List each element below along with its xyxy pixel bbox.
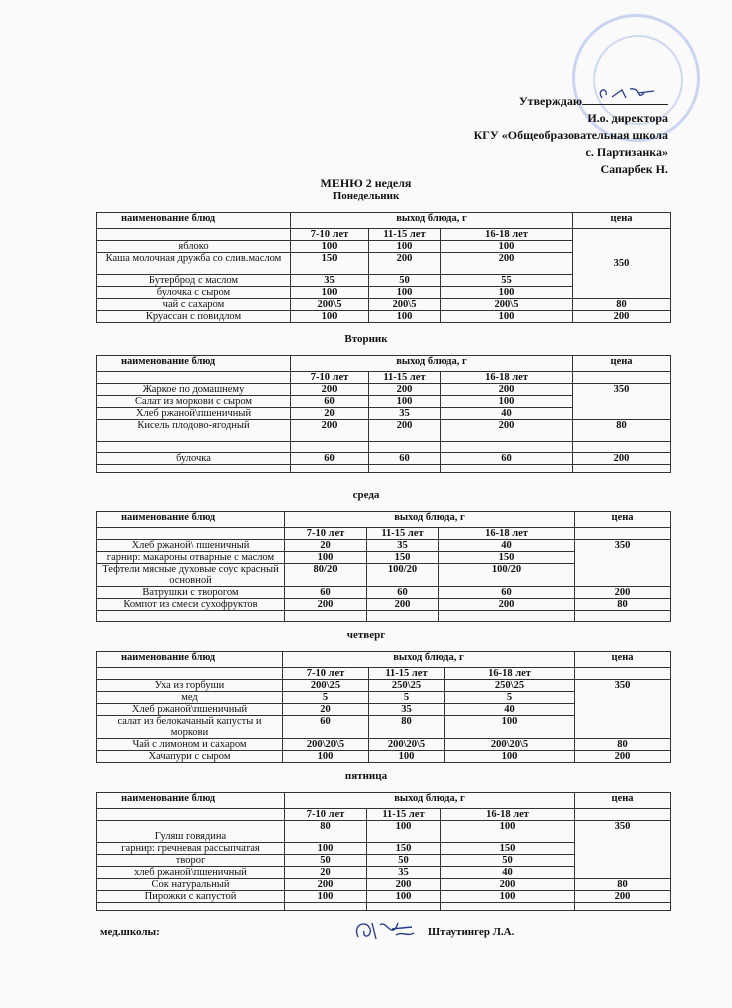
portion-16-18: 100 [441,287,573,299]
header-age-7-10: 7-10 лет [285,528,367,540]
portion-11-15: 50 [369,275,441,287]
table-row [97,903,671,911]
dish-name: Компот из смеси сухофруктов [97,599,285,611]
portion-11-15: 100 [369,751,445,763]
menu-table-wednesday [96,511,671,622]
header-age-16-18: 16-18 лет [441,809,575,821]
portion-11-15: 200\20\5 [369,739,445,751]
portion-7-10: 80 [285,821,367,843]
empty-cell [97,809,285,821]
price-cell: 200 [575,587,671,599]
table-row [97,299,671,311]
dish-name: Круассан с повидлом [97,311,291,323]
header-age-11-15: 11-15 лет [369,372,441,384]
footer-label: мед.школы: [100,926,160,938]
dish-name: Хачапури с сыром [97,751,283,763]
portion-16-18: 250\25 [445,680,575,692]
dish-name: гарнир: гречневая рассыпчатая [97,843,285,855]
price-cell: 350 [575,540,671,587]
dish-name: Тефтели мясные духовые соус красный основной [97,564,285,587]
table-row [97,420,671,442]
header-age-16-18: 16-18 лет [441,372,573,384]
portion-16-18: 100 [441,821,575,843]
header-age-16-18: 16-18 лет [445,668,575,680]
portion-7-10: 100 [285,552,367,564]
portion-11-15: 35 [369,704,445,716]
table-header-row [97,356,671,372]
table-age-row [97,528,671,540]
portion-16-18: 40 [441,408,573,420]
portion-16-18: 40 [441,867,575,879]
dish-name: творог [97,855,285,867]
day-title-wednesday: среда [352,489,380,501]
director-signature [582,93,668,105]
portion-16-18: 55 [441,275,573,287]
table-row [97,453,671,465]
portion-11-15: 5 [369,692,445,704]
portion-7-10: 100 [285,843,367,855]
nurse-signature [352,915,416,945]
price-cell: 350 [575,821,671,879]
portion-16-18: 200 [441,384,573,396]
portion-16-18: 100 [441,241,573,253]
portion-11-15: 35 [367,867,441,879]
day-title-friday: пятница [344,770,388,782]
table-row [97,879,671,891]
dish-name: Пирожки с капустой [97,891,285,903]
portion-7-10: 200 [285,879,367,891]
header-age-11-15: 11-15 лет [367,528,439,540]
portion-7-10: 200\5 [291,299,369,311]
empty-cell [575,528,671,540]
portion-16-18: 60 [439,587,575,599]
empty-cell [97,229,291,241]
price-cell: 200 [575,751,671,763]
header-name: наименование блюд [97,512,285,528]
empty-cell [97,903,285,911]
empty-cell [575,809,671,821]
table-header-row [97,512,671,528]
portion-7-10: 35 [291,275,369,287]
header-output: выход блюда, г [283,652,575,668]
dish-name: Жаркое по домашнему [97,384,291,396]
header-name: наименование блюд [97,793,285,809]
portion-11-15: 100 [369,287,441,299]
portion-11-15: 200 [369,384,441,396]
dish-name: булочка с сыром [97,287,291,299]
menu-table-tuesday [96,355,671,473]
day-title-monday: Понедельник [332,190,400,202]
portion-16-18: 100/20 [439,564,575,587]
portion-16-18: 200\20\5 [445,739,575,751]
dish-name: Салат из моркови с сыром [97,396,291,408]
portion-7-10: 80/20 [285,564,367,587]
portion-16-18: 150 [441,843,575,855]
table-row [97,739,671,751]
portion-16-18: 40 [445,704,575,716]
portion-7-10: 60 [283,716,369,739]
dish-name: булочка [97,453,291,465]
menu-table-thursday [96,651,671,763]
approval-name: Сапарбек Н. [600,162,668,176]
portion-11-15: 200 [367,599,439,611]
empty-cell [97,528,285,540]
dish-name: салат из белокачаный капусты и моркови [97,716,283,739]
price-cell: 200 [575,891,671,903]
portion-11-15: 100/20 [367,564,439,587]
table-age-row [97,668,671,680]
header-name: наименование блюд [97,652,283,668]
portion-11-15: 50 [367,855,441,867]
portion-7-10: 20 [291,408,369,420]
portion-16-18: 200 [441,879,575,891]
portion-7-10: 5 [283,692,369,704]
empty-cell [575,668,671,680]
header-age-7-10: 7-10 лет [283,668,369,680]
header-price: цена [573,213,671,229]
price-cell: 200 [573,453,671,465]
empty-cell [97,611,285,622]
table-row [97,587,671,599]
table-row [97,465,671,473]
header-age-16-18: 16-18 лет [439,528,575,540]
table-age-row [97,229,671,241]
header-output: выход блюда, г [291,213,573,229]
portion-7-10: 200 [285,599,367,611]
portion-16-18: 150 [439,552,575,564]
approval-block [474,93,668,178]
header-price: цена [573,356,671,372]
table-header-row [97,652,671,668]
price-cell: 350 [575,680,671,739]
dish-name: хлеб ржаной\пшеничный [97,867,285,879]
portion-16-18: 100 [441,891,575,903]
price-cell: 80 [575,599,671,611]
portion-16-18: 100 [441,396,573,408]
portion-11-15: 100 [367,891,441,903]
portion-7-10: 200 [291,384,369,396]
table-age-row [97,809,671,821]
price-cell: 80 [573,299,671,311]
portion-7-10: 20 [285,540,367,552]
dish-name: Ватрушки с творогом [97,587,285,599]
header-age-11-15: 11-15 лет [367,809,441,821]
portion-16-18: 200 [441,420,573,442]
approval-label: Утверждаю [518,94,582,108]
table-row [97,384,671,396]
dish-name: мед [97,692,283,704]
table-header-row [97,213,671,229]
header-output: выход блюда, г [285,793,575,809]
header-age-7-10: 7-10 лет [291,372,369,384]
table-row [97,311,671,323]
portion-11-15: 150 [367,552,439,564]
portion-7-10: 200\25 [283,680,369,692]
portion-7-10: 100 [291,241,369,253]
portion-16-18: 100 [445,751,575,763]
portion-11-15: 200 [369,420,441,442]
empty-cell [97,465,291,473]
price-cell: 200 [573,311,671,323]
dish-name: Хлеб ржаной\пшеничный [97,408,291,420]
portion-11-15: 100 [369,241,441,253]
portion-7-10: 100 [291,311,369,323]
portion-11-15: 100 [367,821,441,843]
header-price: цена [575,793,671,809]
header-name: наименование блюд [97,213,291,229]
price-cell: 80 [575,879,671,891]
portion-11-15: 80 [369,716,445,739]
price-cell: 350 [573,229,671,299]
table-row [97,442,671,453]
portion-11-15: 35 [369,408,441,420]
dish-name: Кисель плодово-ягодный [97,420,291,442]
portion-7-10: 200\20\5 [283,739,369,751]
dish-name: Чай с лимоном и сахаром [97,739,283,751]
portion-7-10: 100 [285,891,367,903]
price-cell: 80 [573,420,671,442]
table-row [97,680,671,692]
portion-11-15: 60 [367,587,439,599]
table-row [97,751,671,763]
header-price: цена [575,652,671,668]
portion-11-15: 100 [369,311,441,323]
portion-16-18: 50 [441,855,575,867]
header-age-11-15: 11-15 лет [369,668,445,680]
dish-name: Сок натуральный [97,879,285,891]
portion-11-15: 200 [369,253,441,275]
portion-7-10: 150 [291,253,369,275]
approval-village: с. Партизанка» [585,145,668,159]
dish-name: яблоко [97,241,291,253]
portion-7-10: 50 [285,855,367,867]
header-age-7-10: 7-10 лет [285,809,367,821]
dish-name: Бутерброд с маслом [97,275,291,287]
portion-7-10: 60 [291,453,369,465]
table-row [97,611,671,622]
table-age-row [97,372,671,384]
portion-7-10: 100 [283,751,369,763]
portion-7-10: 20 [285,867,367,879]
portion-16-18: 60 [441,453,573,465]
portion-7-10: 60 [285,587,367,599]
portion-7-10: 200 [291,420,369,442]
table-row [97,891,671,903]
portion-11-15: 35 [367,540,439,552]
dish-name: Уха из горбуши [97,680,283,692]
dish-name: Каша молочная дружба со слив.маслом [97,253,291,275]
portion-16-18: 100 [445,716,575,739]
header-age-7-10: 7-10 лет [291,229,369,241]
portion-7-10: 60 [291,396,369,408]
portion-16-18: 200 [439,599,575,611]
header-price: цена [575,512,671,528]
portion-11-15: 150 [367,843,441,855]
portion-7-10: 20 [283,704,369,716]
dish-name: чай с сахаром [97,299,291,311]
empty-cell [97,372,291,384]
empty-cell [97,668,283,680]
day-title-tuesday: Вторник [344,333,388,345]
portion-11-15: 200 [367,879,441,891]
portion-16-18: 200\5 [441,299,573,311]
empty-cell [97,442,291,453]
portion-7-10: 100 [291,287,369,299]
portion-11-15: 200\5 [369,299,441,311]
header-output: выход блюда, г [285,512,575,528]
price-cell: 80 [575,739,671,751]
approval-position: И.о. директора [587,111,668,125]
menu-table-monday [96,212,671,323]
header-output: выход блюда, г [291,356,573,372]
footer-name: Штаутингер Л.А. [428,926,515,938]
portion-11-15: 250\25 [369,680,445,692]
price-cell: 350 [573,384,671,420]
empty-cell [573,372,671,384]
header-age-11-15: 11-15 лет [369,229,441,241]
dish-name: Хлеб ржаной\ пшеничный [97,540,285,552]
portion-11-15: 100 [369,396,441,408]
table-header-row [97,793,671,809]
dish-name: Гуляш говядина [97,821,285,843]
dish-name: Хлеб ржаной\пшеничный [97,704,283,716]
day-title-thursday: четверг [346,629,386,641]
approval-organization: КГУ «Общеобразовательная школа [473,128,668,142]
table-row [97,599,671,611]
dish-name: гарнир: макароны отварные с маслом [97,552,285,564]
portion-16-18: 40 [439,540,575,552]
menu-table-friday [96,792,671,911]
table-row [97,821,671,843]
menu-title: МЕНЮ 2 неделя [320,176,412,190]
portion-11-15: 60 [369,453,441,465]
header-age-16-18: 16-18 лет [441,229,573,241]
portion-16-18: 5 [445,692,575,704]
header-name: наименование блюд [97,356,291,372]
table-row [97,540,671,552]
portion-16-18: 200 [441,253,573,275]
portion-16-18: 100 [441,311,573,323]
